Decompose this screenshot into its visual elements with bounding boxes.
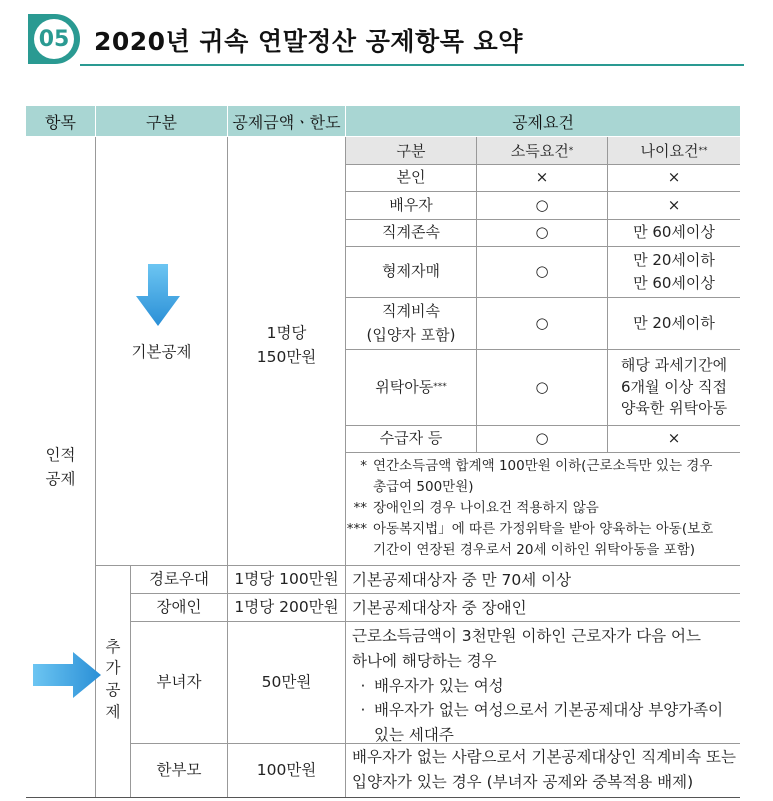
row-type: 직계존속 <box>382 223 440 242</box>
extra-row-type: 장애인 <box>156 598 202 617</box>
row-age: × <box>667 168 681 187</box>
extra-row-type: 부녀자 <box>156 673 202 692</box>
extra-row-requirement: 배우자가 없는 사람으로서 기본공제대상인 직계비속 또는 입양자가 있는 경우 (부녀자 공제와 중복적용 배제) <box>352 748 736 791</box>
header-item: 항목 <box>26 106 95 136</box>
row-age: × <box>667 429 681 448</box>
extra-row-amount: 1명당 100만원 <box>234 570 339 589</box>
row-income: × <box>535 168 549 187</box>
header-requirement: 공제요건 <box>346 106 740 136</box>
basic-deduction-label: 기본공제 <box>131 343 192 361</box>
row-age: 만 60세이상 <box>633 223 715 242</box>
section-number-badge <box>28 14 80 64</box>
row-age: 만 20세이하 만 60세이상 <box>633 250 715 292</box>
extra-row-amount: 100만원 <box>256 761 317 780</box>
section-title: 2020년 귀속 연말정산 공제항목 요약 <box>94 27 523 56</box>
extra-row-requirement: 근로소득금액이 3천만원 이하인 근로자가 다음 어느 하나에 해당하는 경우 · 배우자가 있는 여성 · 배우자가 없는 여성으로서 기본공제대상 부양가족이 있는 세대주 <box>352 627 724 745</box>
extra-deduction-label: 추 가 공 제 <box>105 637 121 721</box>
row-income: ○ <box>535 195 549 214</box>
extra-row-amount: 1명당 200만원 <box>234 598 339 617</box>
row-age: 해당 과세기간에 6개월 이상 직접 양육한 위탁아동 <box>620 355 728 418</box>
extra-row-requirement: 기본공제대상자 중 장애인 <box>352 599 527 617</box>
subheader-age: 나이요건 ** <box>608 137 740 164</box>
row-age: × <box>667 195 681 214</box>
header-division: 구분 <box>96 106 227 136</box>
down-arrow-icon <box>136 264 180 328</box>
section-number: 05 <box>34 19 74 59</box>
extra-row-requirement: 기본공제대상자 중 만 70세 이상 <box>352 571 572 589</box>
row-income: ○ <box>535 377 549 396</box>
right-arrow-icon <box>33 650 103 700</box>
extra-row-amount: 50만원 <box>261 673 312 692</box>
header-amount: 공제금액ㆍ한도 <box>228 106 345 136</box>
subheader-type: 구분 <box>346 137 476 164</box>
extra-row-type: 한부모 <box>156 761 202 780</box>
row-type: 형제자매 <box>382 262 440 281</box>
row-age: 만 20세이하 <box>633 313 715 332</box>
row-type: 배우자 <box>389 195 433 214</box>
category-personal-deduction: 인적 공제 <box>45 445 76 488</box>
row-type: 위탁아동 *** <box>375 377 447 396</box>
row-income: ○ <box>535 262 549 281</box>
section-header <box>28 12 744 66</box>
title-underline <box>80 64 744 66</box>
footnotes: * 연간소득금액 합계액 100만원 이하(근로소득만 있는 경우 총급여 500만원) ** 장애인의 경우 나이요건 적용하지 않음 *** 아동복지법」에 따른 가정위탁을 받아 양육하는 아동(보호 기간이 연장된 경우로서 20세 이하인 위탁아동을 포함) <box>346 458 714 558</box>
row-type: 직계비속 (입양자 포함) <box>366 302 456 344</box>
row-income: ○ <box>535 313 549 332</box>
row-income: ○ <box>535 223 549 242</box>
subheader-income: 소득요건 * <box>477 137 607 164</box>
basic-deduction-amount: 1명당 150만원 <box>256 323 317 366</box>
row-type: 수급자 등 <box>379 429 443 448</box>
extra-row-type: 경로우대 <box>149 570 209 589</box>
row-income: ○ <box>535 429 549 448</box>
row-type: 본인 <box>396 168 426 187</box>
